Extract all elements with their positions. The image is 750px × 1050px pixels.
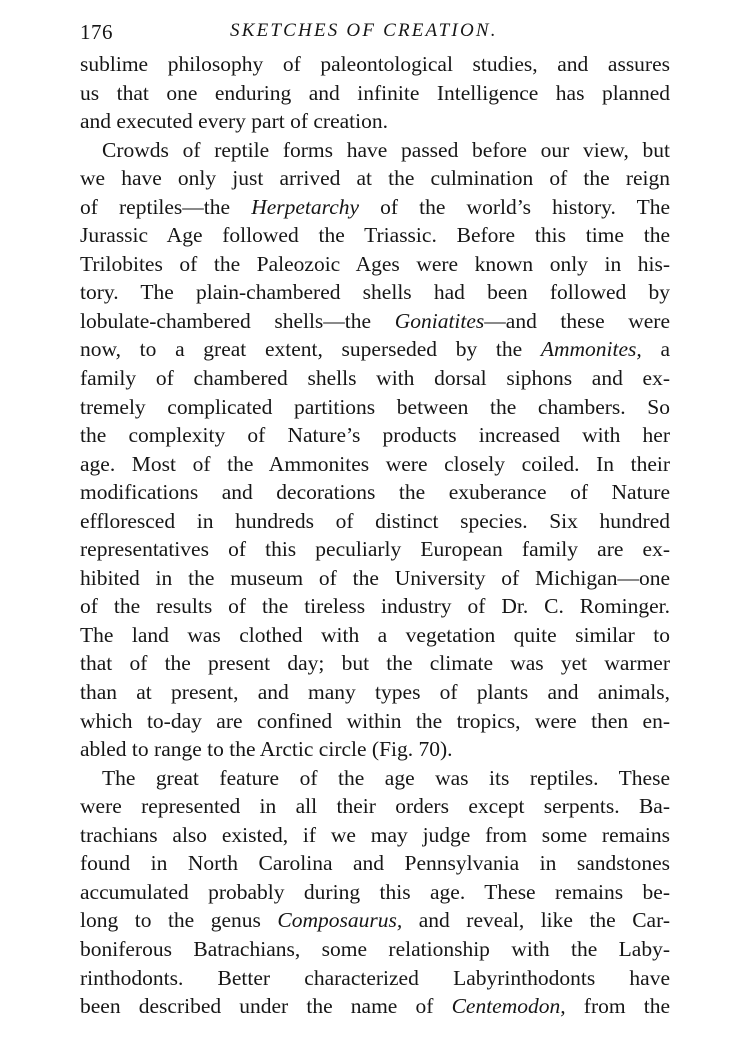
text-line: age. Most of the Ammonites were closely coiled. In their xyxy=(80,451,670,476)
text-segment: long to the genus xyxy=(80,908,278,933)
text-line: The land was clothed with a vegetation quite similar to xyxy=(80,622,670,647)
text-line: Trilobites of the Paleozoic Ages were known only in his- xyxy=(80,251,670,276)
italic-term: Herpetarchy xyxy=(251,194,360,219)
text-line: of the results of the tireless industry of Dr. C. Rominger. xyxy=(80,594,670,619)
text-line: tory. The plain-chambered shells had been followed by xyxy=(80,280,670,305)
text-line xyxy=(80,193,670,222)
text-segment: of the world’s history. The xyxy=(359,194,670,219)
text-line: boniferous Batrachians, some relationship with the Laby- xyxy=(80,936,670,961)
text-segment: a xyxy=(641,337,671,362)
text-line: modifications and decorations the exuberance of Nature xyxy=(80,480,670,505)
running-head xyxy=(80,14,670,50)
text-line: the complexity of Nature’s products increased with her xyxy=(80,423,670,448)
text-segment: lobulate-chambered shells—the xyxy=(80,308,395,333)
text-line: trachians also existed, if we may judge from some remains xyxy=(80,822,670,847)
text-line: representatives of this peculiarly European family are ex- xyxy=(80,537,670,562)
text-line: hibited in the museum of the University of Michigan—one xyxy=(80,565,670,590)
text-segment: of reptiles—the xyxy=(80,194,252,219)
text-line: tremely complicated partitions between the chambers. So xyxy=(80,394,670,419)
text-line: family of chambered shells with dorsal siphons and ex- xyxy=(80,366,670,391)
italic-term: Goniatites xyxy=(394,308,485,333)
text-line xyxy=(80,335,670,364)
body-text xyxy=(80,50,670,1021)
text-line: The great feature of the age was its reptiles. These xyxy=(102,765,670,790)
text-line: sublime philosophy of paleontological studies, and assures xyxy=(80,52,670,76)
text-line: and executed every part of creation. xyxy=(80,109,389,134)
text-line: rinthodonts. Better characterized Labyrinthodonts have xyxy=(80,965,670,990)
text-line xyxy=(80,992,670,1021)
text-line: were represented in all their orders except serpents. Ba- xyxy=(80,794,670,819)
text-line: found in North Carolina and Pennsylvania in sandstones xyxy=(80,851,670,876)
text-line: we have only just arrived at the culmination of the reign xyxy=(80,166,670,191)
italic-term: Composaurus, xyxy=(277,908,403,933)
text-line: Crowds of reptile forms have passed before our view, but xyxy=(102,137,670,162)
italic-term: Ammonites, xyxy=(540,337,642,362)
text-line: which to-day are confined within the tropics, were then en- xyxy=(80,708,670,733)
running-title: SKETCHES OF CREATION. xyxy=(230,20,498,41)
text-segment: been described under the name of xyxy=(80,994,452,1019)
text-line: abled to range to the Arctic circle (Fig. 70). xyxy=(80,737,453,762)
text-segment: from the xyxy=(565,994,671,1019)
text-line xyxy=(80,906,670,935)
italic-term: Centemodon, xyxy=(451,994,566,1019)
book-page xyxy=(80,14,670,1021)
text-line: that of the present day; but the climate was yet warmer xyxy=(80,651,670,676)
text-segment: now, to a great extent, superseded by the xyxy=(80,337,541,362)
text-line: effloresced in hundreds of distinct species. Six hundred xyxy=(80,508,670,533)
text-line: than at present, and many types of plants and animals, xyxy=(80,680,670,705)
text-line: us that one enduring and infinite Intelligence has planned xyxy=(80,80,670,105)
text-segment: —and these were xyxy=(484,308,670,333)
text-line: Jurassic Age followed the Triassic. Before this time the xyxy=(80,223,670,248)
text-line: accumulated probably during this age. These remains be- xyxy=(80,879,670,904)
text-line xyxy=(80,307,670,336)
page-number: 176 xyxy=(80,20,113,44)
text-segment: and reveal, like the Car- xyxy=(402,908,670,933)
